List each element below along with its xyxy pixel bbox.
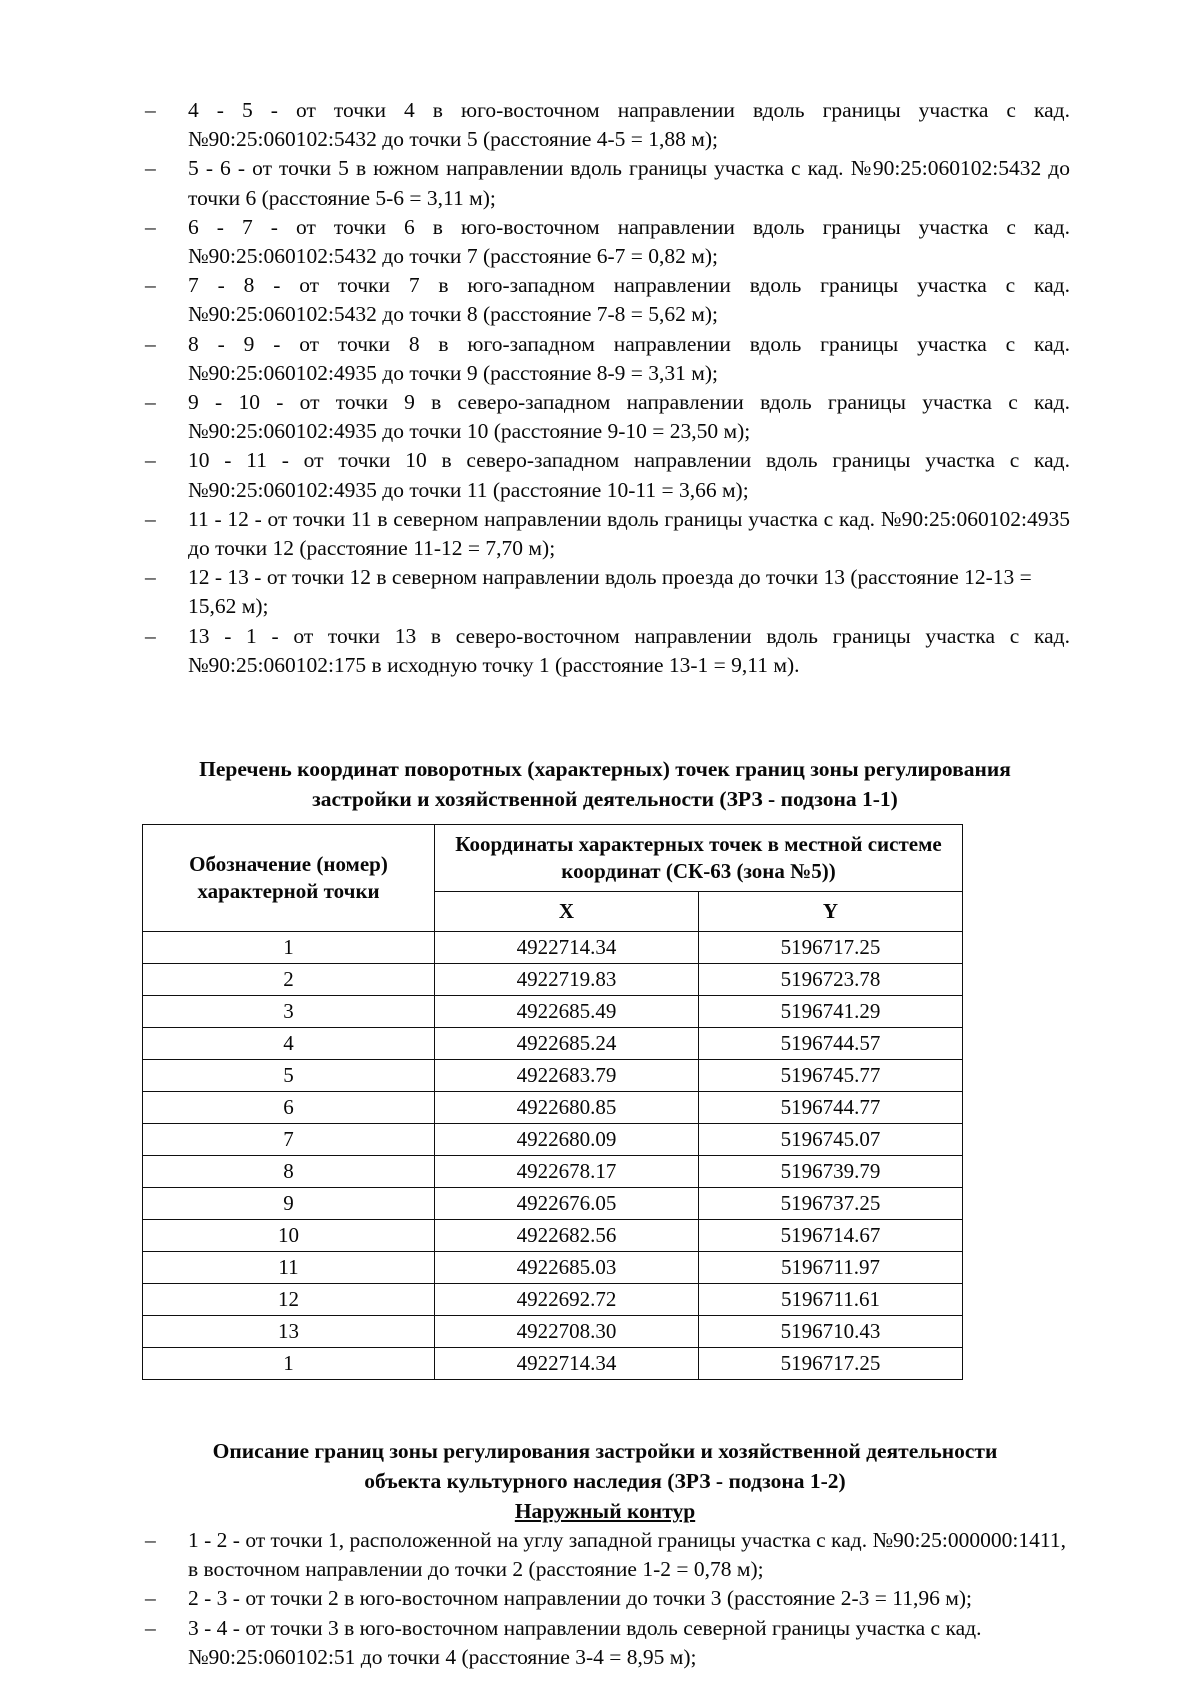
list-item-text: 12 - 13 - от точки 12 в северном направлении вдоль проезда до точки 13 (расстояние 12-13 = 15,62 м); [188,565,1032,619]
cell-point: 10 [143,1220,435,1252]
table-header [143,825,963,932]
list-item-text: 7 - 8 - от точки 7 в юго-западном направлении вдоль границы участка с кад. №90:25:060102:5432 до точки 8 (расстояние 7-8 = 5,62 м); [188,273,1070,327]
cell-point: 4 [143,1028,435,1060]
cell-x: 4922714.34 [435,932,699,964]
cell-y: 5196717.25 [699,932,963,964]
table-row [143,996,963,1028]
cell-x: 4922685.03 [435,1252,699,1284]
list-item [140,1614,1070,1672]
table-row [143,1124,963,1156]
cell-x: 4922678.17 [435,1156,699,1188]
cell-x: 4922685.49 [435,996,699,1028]
cell-point: 11 [143,1252,435,1284]
cell-y: 5196710.43 [699,1316,963,1348]
page-content [140,96,1070,1672]
dash-bullet-icon: – [145,214,156,239]
column-header-point: Обозначение (номер) характерной точки [143,825,435,932]
section-title-line-2: объекта культурного наследия (ЗРЗ - подзона 1-2) [364,1469,846,1494]
cell-point: 3 [143,996,435,1028]
list-item-text: 9 - 10 - от точки 9 в северо-западном направлении вдоль границы участка с кад. №90:25:060102:4935 до точки 10 (расстояние 9-10 = 23,50 м); [188,390,1070,444]
dash-bullet-icon: – [145,390,156,415]
column-header-coordinates: Координаты характерных точек в местной системе координат (СК-63 (зона №5)) [435,825,963,892]
cell-x: 4922680.09 [435,1124,699,1156]
list-item [140,96,1070,154]
table-row [143,1060,963,1092]
cell-y: 5196739.79 [699,1156,963,1188]
section-title [140,1436,1070,1526]
cell-y: 5196714.67 [699,1220,963,1252]
table-title-line-2: застройки и хозяйственной деятельности (ЗРЗ - подзона 1-1) [312,787,898,812]
list-item [140,446,1070,504]
dash-bullet-icon: – [145,623,156,648]
cell-point: 13 [143,1316,435,1348]
table-row [143,1156,963,1188]
list-item [140,154,1070,212]
dash-bullet-icon: – [145,1528,156,1553]
list-item [140,388,1070,446]
cell-x: 4922685.24 [435,1028,699,1060]
cell-y: 5196711.61 [699,1284,963,1316]
dash-bullet-icon: – [145,1586,156,1611]
dash-bullet-icon: – [145,156,156,181]
cell-point: 5 [143,1060,435,1092]
list-item-text: 5 - 6 - от точки 5 в южном направлении вдоль границы участка с кад. №90:25:060102:5432 до точки 6 (расстояние 5-6 = 3,11 м); [188,156,1070,210]
cell-point: 8 [143,1156,435,1188]
list-item [140,1584,1070,1613]
cell-y: 5196744.77 [699,1092,963,1124]
list-item-text: 2 - 3 - от точки 2 в юго-восточном направлении до точки 3 (расстояние 2-3 = 11,96 м); [188,1586,972,1611]
dash-bullet-icon: – [145,331,156,356]
table-row [143,1284,963,1316]
cell-y: 5196744.57 [699,1028,963,1060]
spacer [140,1380,1070,1436]
cell-point: 1 [143,932,435,964]
coordinates-table-title [140,754,1070,814]
cell-x: 4922692.72 [435,1284,699,1316]
spacer [140,680,1070,724]
column-header-y: Y [699,892,963,932]
cell-y: 5196741.29 [699,996,963,1028]
cell-y: 5196745.07 [699,1124,963,1156]
cell-y: 5196711.97 [699,1252,963,1284]
cell-x: 4922708.30 [435,1316,699,1348]
dash-bullet-icon: – [145,1615,156,1640]
coordinates-table [142,824,963,1380]
list-item-text: 4 - 5 - от точки 4 в юго-восточном направлении вдоль границы участка с кад. №90:25:060102:5432 до точки 5 (расстояние 4-5 = 1,88 м); [188,98,1070,152]
list-item [140,505,1070,563]
table-row [143,932,963,964]
boundary-description-list-1 [140,96,1070,680]
boundary-description-list-2 [140,1526,1070,1672]
table-row [143,1028,963,1060]
table-row [143,1188,963,1220]
cell-x: 4922719.83 [435,964,699,996]
table-header-row-1 [143,825,963,892]
dash-bullet-icon: – [145,565,156,590]
cell-x: 4922676.05 [435,1188,699,1220]
outer-contour-subtitle: Наружный контур [514,1499,696,1524]
table-title-line-1: Перечень координат поворотных (характерных) точек границ зоны регулирования [199,757,1011,782]
cell-point: 1 [143,1348,435,1380]
table-body [143,932,963,1380]
list-item-text: 1 - 2 - от точки 1, расположенной на углу западной границы участка с кад. №90:25:000000:1411, в восточном направлении до точки 2 (расстояние 1-2 = 0,78 м); [188,1528,1066,1582]
cell-y: 5196745.77 [699,1060,963,1092]
list-item-text: 3 - 4 - от точки 3 в юго-восточном направлении вдоль северной границы участка с кад. №90:25:060102:51 до точки 4 (расстояние 3-4 = 8,95 м); [188,1615,982,1669]
table-row [143,1220,963,1252]
list-item-text: 10 - 11 - от точки 10 в северо-западном направлении вдоль границы участка с кад. №90:25:060102:4935 до точки 11 (расстояние 10-11 = 3,66 м); [188,448,1070,502]
list-item-text: 11 - 12 - от точки 11 в северном направлении вдоль границы участка с кад. №90:25:060102:4935 до точки 12 (расстояние 11-12 = 7,70 м); [188,506,1070,561]
list-item-text: 13 - 1 - от точки 13 в северо-восточном направлении вдоль границы участка с кад. №90:25:060102:175 в исходную точку 1 (расстояние 13-1 = 9,11 м). [188,623,1070,677]
cell-point: 9 [143,1188,435,1220]
dash-bullet-icon: – [145,273,156,298]
list-item [140,271,1070,329]
cell-point: 2 [143,964,435,996]
list-item [140,1526,1070,1584]
cell-y: 5196717.25 [699,1348,963,1380]
list-item [140,330,1070,388]
cell-y: 5196737.25 [699,1188,963,1220]
list-item [140,563,1070,621]
cell-x: 4922682.56 [435,1220,699,1252]
table-row [143,1316,963,1348]
cell-x: 4922680.85 [435,1092,699,1124]
cell-point: 7 [143,1124,435,1156]
cell-x: 4922683.79 [435,1060,699,1092]
table-row [143,1348,963,1380]
dash-bullet-icon: – [145,448,156,473]
table-row [143,1252,963,1284]
dash-bullet-icon: – [145,506,156,531]
column-header-x: X [435,892,699,932]
list-item-text: 6 - 7 - от точки 6 в юго-восточном направлении вдоль границы участка с кад. №90:25:060102:5432 до точки 7 (расстояние 6-7 = 0,82 м); [188,214,1070,269]
cell-point: 6 [143,1092,435,1124]
list-item [140,213,1070,271]
dash-bullet-icon: – [145,98,156,122]
cell-point: 12 [143,1284,435,1316]
table-row [143,1092,963,1124]
list-item-text: 8 - 9 - от точки 8 в юго-западном направлении вдоль границы участка с кад. №90:25:060102:4935 до точки 9 (расстояние 8-9 = 3,31 м); [188,331,1070,385]
section-title-line-1: Описание границ зоны регулирования застройки и хозяйственной деятельности [212,1439,998,1464]
cell-x: 4922714.34 [435,1348,699,1380]
table-row [143,964,963,996]
cell-y: 5196723.78 [699,964,963,996]
list-item [140,622,1070,680]
